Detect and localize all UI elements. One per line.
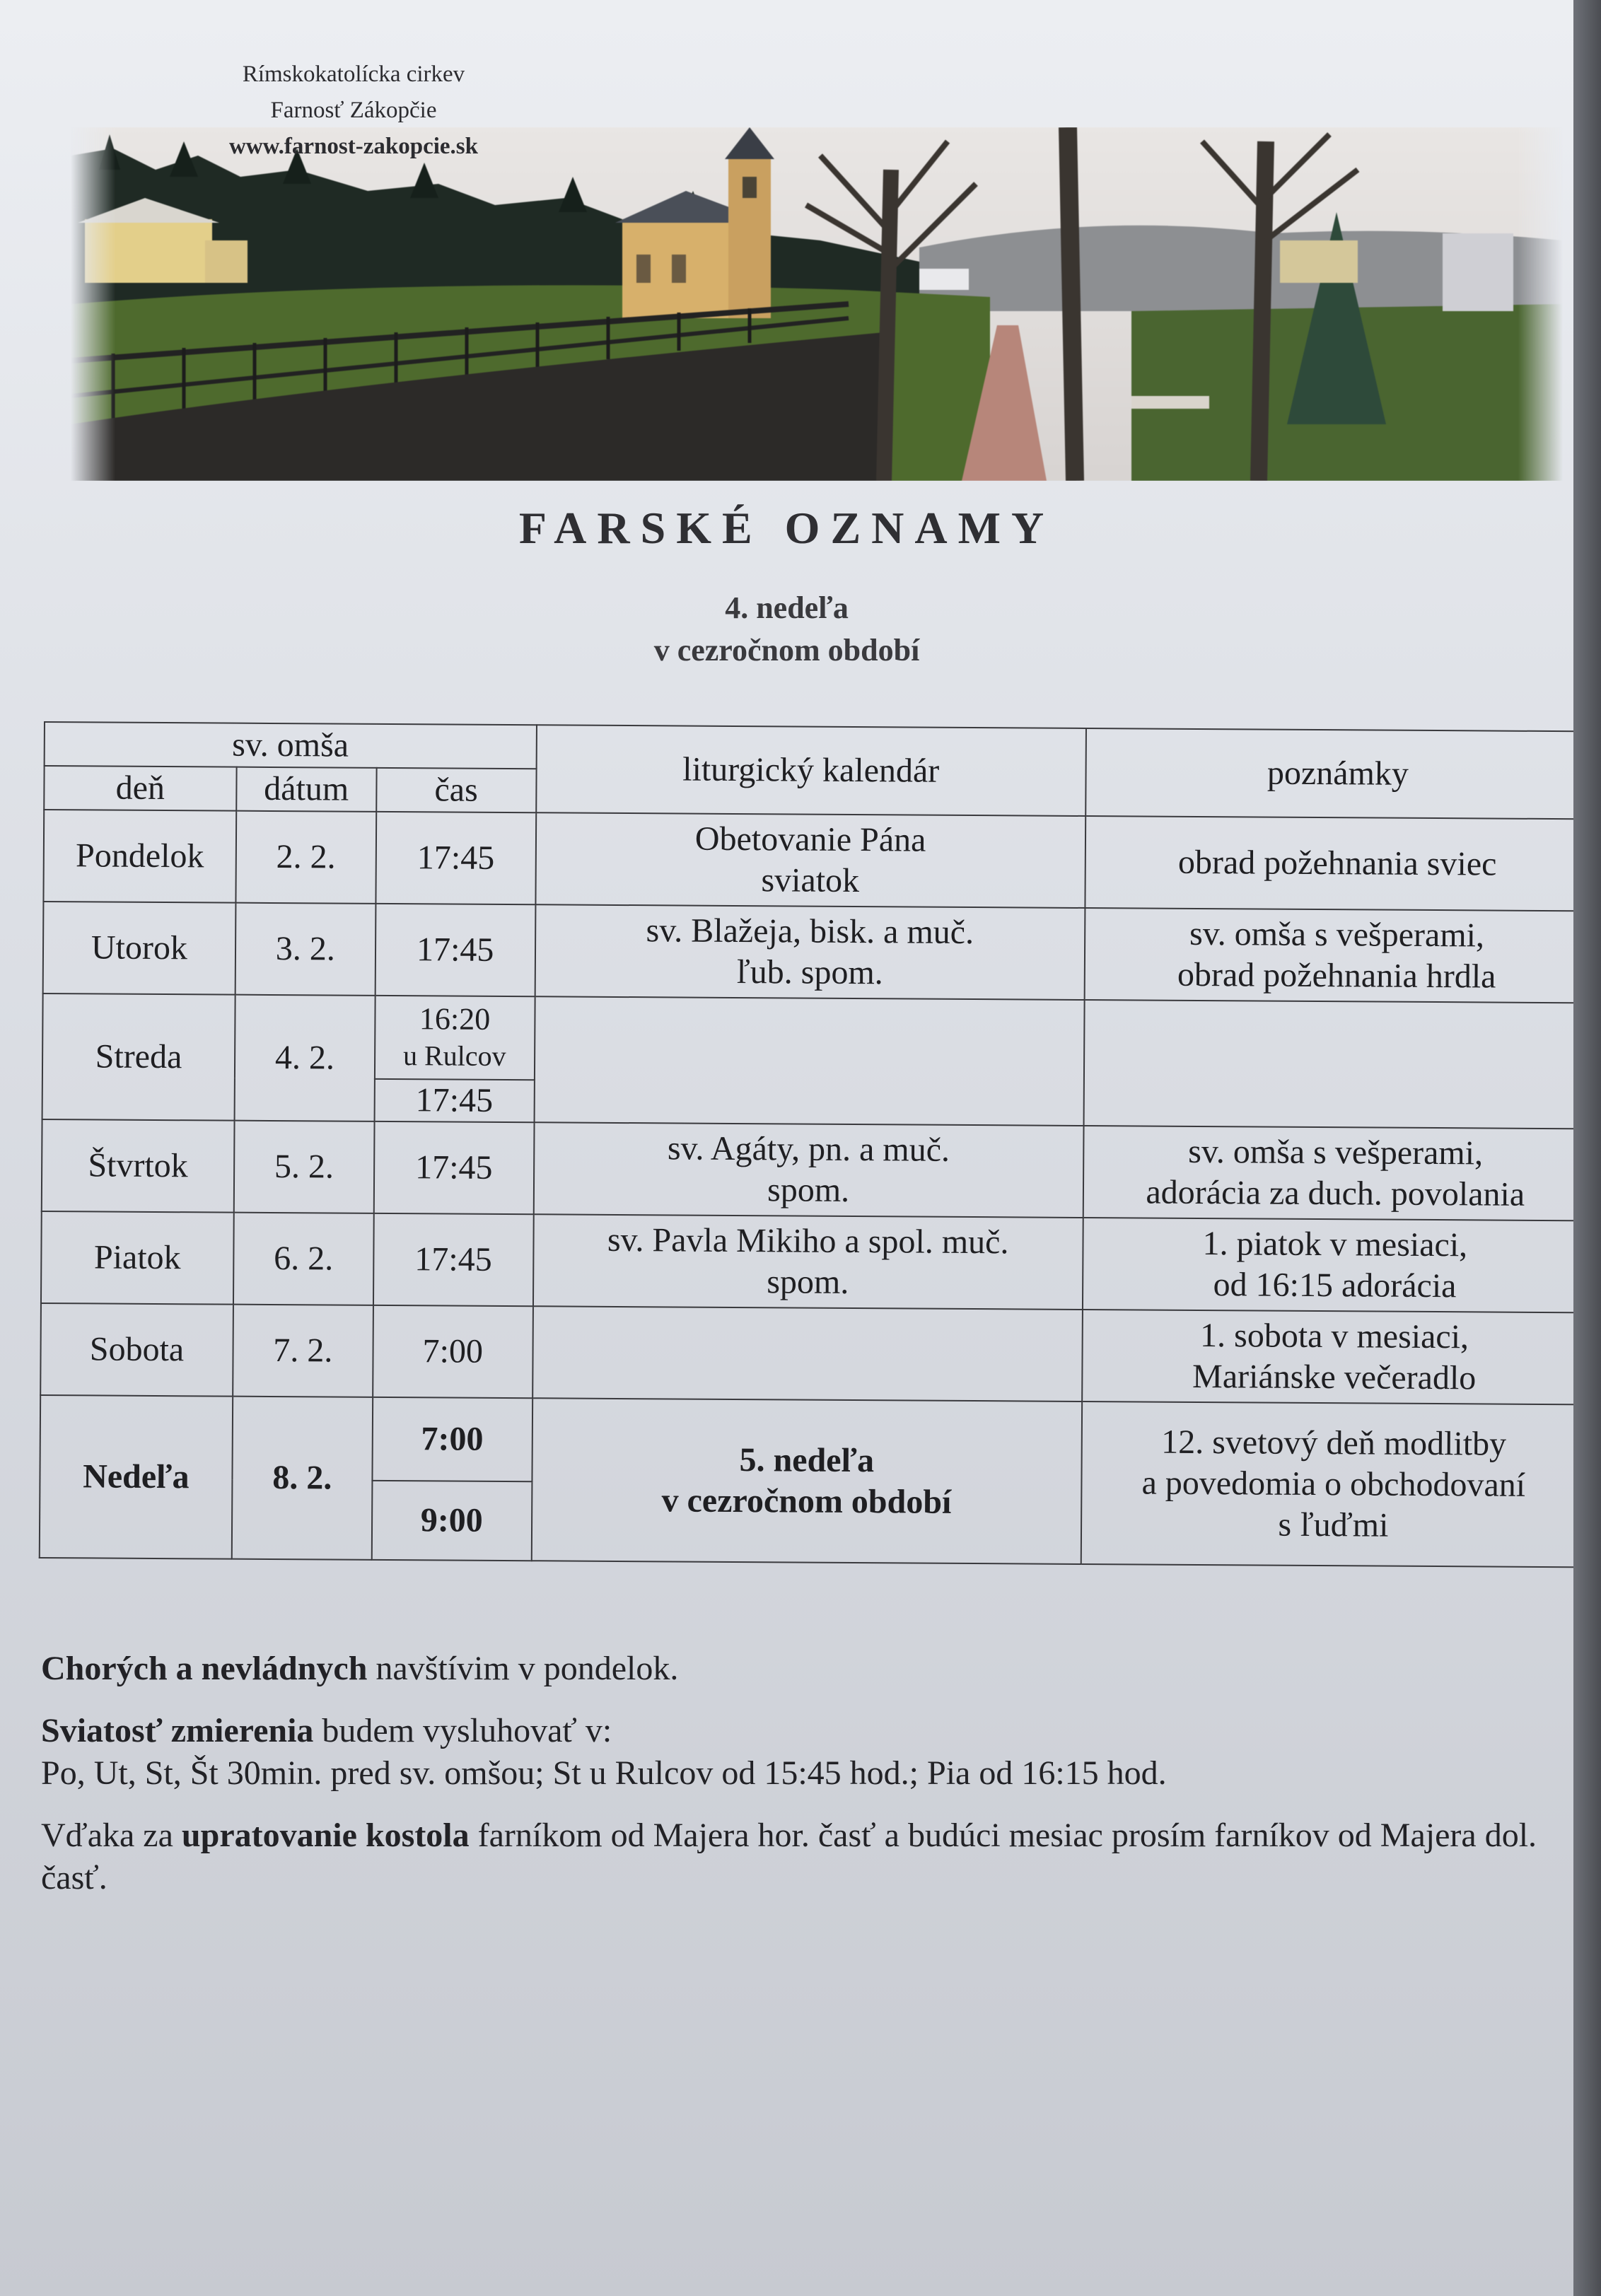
parish-header (191, 57, 516, 165)
time-cell: 7:00 (372, 1397, 532, 1481)
time-place: u Rulcov (402, 1039, 506, 1073)
day-cell: Štvrtok (42, 1119, 235, 1213)
day-cell: Piatok (41, 1211, 234, 1305)
liturgy-line: 5. nedeľa (739, 1441, 875, 1480)
liturgy-line: sviatok (761, 861, 860, 900)
day-cell: Nedeľa (40, 1395, 233, 1559)
liturgy-line: sv. Agáty, pn. a muč. (667, 1129, 950, 1169)
note-cell (1081, 1402, 1586, 1567)
time-value: 16:20 (419, 1001, 491, 1037)
time-cell (375, 996, 535, 1080)
day-column-header: deň (44, 766, 236, 811)
date-cell: 6. 2. (233, 1213, 374, 1305)
date-cell: 2. 2. (235, 811, 376, 904)
table-row (43, 902, 1590, 1003)
date-cell: 5. 2. (234, 1121, 375, 1213)
announcement-bold: Chorých a nevládnych (41, 1650, 368, 1687)
announcement-bold: upratovanie kostola (181, 1817, 470, 1854)
liturgy-cell (531, 1398, 1081, 1564)
table-row (42, 993, 1589, 1086)
note-line: 12. svetový deň modlitby (1161, 1423, 1507, 1463)
church-name: Rímskokatolícka cirkev (242, 62, 465, 87)
mass-schedule-table (39, 721, 1591, 1568)
liturgy-line: spom. (767, 1263, 849, 1301)
church-photo (71, 127, 1563, 481)
note-line: adorácia za duch. povolania (1146, 1173, 1525, 1213)
note-line: s ľuďmi (1278, 1505, 1389, 1544)
week-subtitle (0, 587, 1573, 672)
day-cell: Utorok (43, 902, 236, 995)
note-line: sv. omša s vešperami, (1189, 914, 1485, 955)
announcements (41, 1648, 1561, 1919)
week-line-2: v cezročnom období (653, 633, 920, 668)
parish-url: www.farnost-zakopcie.sk (229, 134, 478, 159)
time-cell: 17:45 (375, 904, 535, 996)
liturgy-column-header: liturgický kalendár (536, 725, 1086, 816)
announcement-sick-visits (41, 1648, 1561, 1690)
time-cell: 17:45 (374, 1079, 534, 1122)
table-row (41, 1211, 1588, 1312)
liturgy-line: sv. Pavla Mikiho a spol. muč. (607, 1220, 1009, 1261)
page-edge (1573, 0, 1601, 2296)
mass-group-header: sv. omša (45, 722, 537, 769)
liturgy-cell (533, 1214, 1083, 1310)
liturgy-cell (535, 904, 1085, 1000)
note-cell (1084, 908, 1589, 1003)
liturgy-line: spom. (767, 1171, 850, 1209)
date-cell: 4. 2. (234, 995, 375, 1121)
liturgy-line: sv. Blažeja, bisk. a muč. (646, 911, 974, 952)
note-cell (1083, 1000, 1588, 1129)
note-line: Mariánske večeradlo (1192, 1357, 1477, 1397)
note-cell (1083, 1218, 1588, 1312)
announcement-text: budem vysluhovať v: (313, 1712, 612, 1749)
table-row (40, 1395, 1586, 1488)
page-title: FARSKÉ OZNAMY (518, 503, 1055, 553)
announcement-confession (41, 1710, 1561, 1795)
note-line: sv. omša s vešperami, (1188, 1132, 1484, 1172)
note-line: 1. sobota v mesiaci, (1199, 1317, 1469, 1356)
table-row (42, 1119, 1588, 1220)
announcement-bold: Sviatosť zmierenia (41, 1712, 314, 1749)
time-column-header: čas (376, 768, 536, 812)
liturgy-cell (532, 1306, 1083, 1402)
note-line: od 16:15 adorácia (1213, 1266, 1457, 1305)
announcement-text: Vďaka za (41, 1817, 182, 1854)
note-line: a povedomia o obchodovaní (1141, 1464, 1526, 1504)
time-cell: 7:00 (373, 1305, 533, 1398)
note-line: obrad požehnania hrdla (1177, 955, 1496, 996)
note-line: 1. piatok v mesiaci, (1202, 1225, 1468, 1264)
time-cell: 17:45 (373, 1213, 534, 1306)
announcement-text: farníkom od Majera hor. časť a budúci mesiac prosím farníkov od Majera dol. časť. (41, 1817, 1537, 1896)
announcement-text: navštívim v pondelok. (367, 1650, 679, 1687)
parish-name: Farnosť Zákopčie (270, 98, 437, 123)
liturgy-line: ľub. spom. (736, 952, 883, 992)
notes-column-header: poznámky (1085, 728, 1590, 819)
day-cell: Pondelok (43, 810, 236, 903)
date-cell: 8. 2. (232, 1397, 373, 1560)
liturgy-cell (533, 1122, 1083, 1218)
day-cell: Sobota (40, 1303, 233, 1397)
announcement-text: Po, Ut, St, Št 30min. pred sv. omšou; St u Rulcov od 15:45 hod.; Pia od 16:15 hod. (41, 1754, 1167, 1792)
liturgy-line: v cezročnom období (661, 1481, 952, 1521)
liturgy-line: Obetovanie Pána (694, 820, 926, 859)
note-cell: obrad požehnania sviec (1085, 816, 1590, 911)
note-cell (1083, 1126, 1588, 1220)
table-row (40, 1303, 1587, 1404)
date-column-header: dátum (236, 767, 376, 812)
liturgy-cell (534, 996, 1084, 1126)
week-line-1: 4. nedeľa (725, 590, 849, 625)
date-cell: 3. 2. (235, 903, 376, 996)
time-cell: 9:00 (372, 1481, 532, 1561)
time-cell: 17:45 (375, 812, 536, 904)
announcement-cleaning (41, 1814, 1561, 1899)
time-cell: 17:45 (374, 1121, 535, 1214)
day-cell: Streda (42, 993, 235, 1121)
note-cell (1082, 1310, 1587, 1404)
date-cell: 7. 2. (233, 1305, 373, 1397)
liturgy-cell (535, 812, 1085, 908)
table-row (43, 810, 1590, 911)
